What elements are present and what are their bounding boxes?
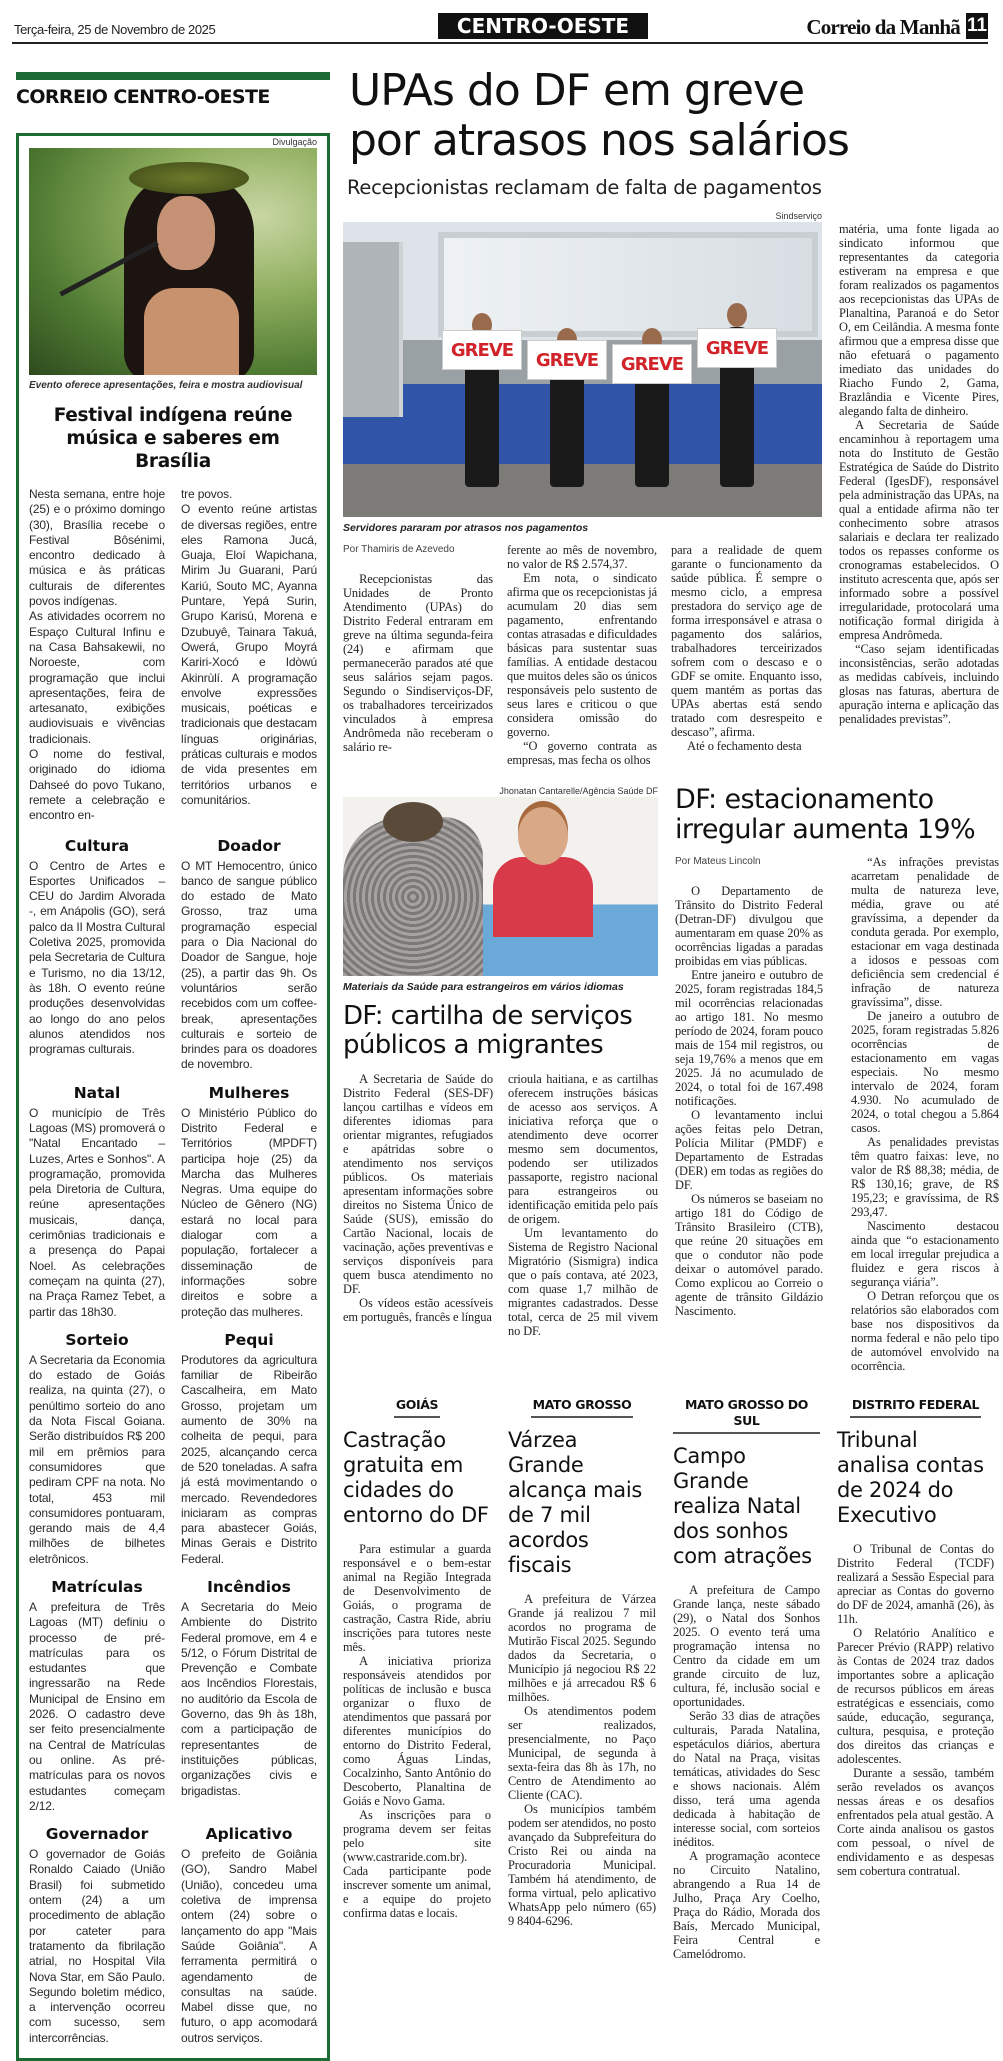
brief-text: O governador de Goiás Ronaldo Caiado (União Brasil) foi submetido ontem (24) a um procedimento de ablação por cateter para tratamento da fibrilação atrial, no Hospital Vila Nova Star, em São Paulo. Segundo boletim médico, a intervenção ocorreu com sucesso, sem intercorrências. xyxy=(29,1847,165,2045)
strike-sign: GREVE xyxy=(442,330,522,370)
article-headline: Castração gratuita em cidades do entorno do DF xyxy=(343,1428,489,1527)
paragraph: O levantamento inclui ações feitas pelo Detran, Polícia Militar (PMDF) e Departamento de Estradas (DER) em todas as regiões do DF. xyxy=(675,1108,823,1192)
regional-briefs xyxy=(343,1397,999,1961)
health-materials-photo xyxy=(343,797,658,976)
region-label xyxy=(837,1397,994,1418)
window-frame xyxy=(438,232,818,337)
photo-credit: Divulgação xyxy=(272,137,317,147)
paragraph: Entre janeiro e outubro de 2025, foram registradas 184,5 mil ocorrências relacionadas ao artigo 181. No mesmo período de 2024, foram pouco mais de 154 mil registros, ou seja 19,76% a menos que em 2025. Já no acumulado de 2024, o total foi de 167.498 notificações. xyxy=(675,968,823,1108)
brief-item xyxy=(29,1083,165,1320)
paragraph: O Tribunal de Contas do Distrito Federal (TCDF) realizará a Sessão Especial para apreciar as Contas do governo do DF de 2024, amanhã (26), às 11h. xyxy=(837,1542,994,1626)
brief-item xyxy=(29,836,165,1073)
region-label-text: DISTRITO FEDERAL xyxy=(850,1397,981,1418)
regional-article xyxy=(837,1397,994,1961)
performer-face xyxy=(157,196,215,270)
article-column xyxy=(343,1542,491,1920)
paragraph: Durante a sessão, também serão revelados os avanços nessas áreas e os desafios enfrentados pela atual gestão. A Corte ainda analisou os gastos com pessoal, o nível de endividamento e as despesas sem cobertura contratual. xyxy=(837,1766,994,1878)
brief-title: Cultura xyxy=(64,836,130,855)
brief-item xyxy=(181,1824,317,2046)
paragraph: O Relatório Analítico e Parecer Prévio (RAPP) relativo às Contas de 2024 traz dados importantes sobre a aplicação de recursos públicos em áreas estratégicas e essenciais, como saúde, educação, segurança, cultura, pesquisa, e proteção dos direitos das crianças e adolescentes. xyxy=(837,1626,994,1766)
paragraph: “Caso sejam identificadas inconsistências, serão adotadas as medidas cabíveis, incluindo glosas nas faturas, abertura de apuração interna e aplicação das penalidades previstas”. xyxy=(839,642,999,726)
article-column xyxy=(343,543,493,767)
strike-sign: GREVE xyxy=(612,344,692,384)
sidebar-intro-col2 xyxy=(181,487,317,824)
article-headline: DF: estacionamento irregular aumenta 19% xyxy=(675,784,976,845)
brief-text: A Secretaria da Economia do estado de Goiás realiza, na quinta (27), o penúltimo sorteio do ano da Nota Fiscal Goiana. Serão distribuídos R$ 200 mil em prêmios para consumidores que pediram CPF na nota. No total, 453 mil consumidores pontuaram, gerando mais de 4,4 milhões de bilhetes eletrônicos. xyxy=(29,1352,165,1566)
paragraph: As atividades ocorrem no Espaço Cultural Infinu e na Casa Bahsakewii, no Noroeste, com programação que inclui apresentações, feira de artesanato, exibições audiovisuais e vivências tradicionais. xyxy=(29,609,165,746)
paragraph: O Departamento de Trânsito do Distrito Federal (Detran-DF) divulgou que aumentaram em quase 20% as ocorrências ligadas a paradas proibidas em vias públicas. xyxy=(675,884,823,968)
secondary-stories xyxy=(343,785,999,1373)
photo-credit: Sindserviço xyxy=(775,211,822,221)
brief-text: O MT Hemocentro, único banco de sangue público do estado de Mato Grosso, traz uma programação especial para o Dia Nacional do Doador de Sangue, hoje (25), a partir das 9h. Os voluntários serão recebidos com um coffee-break, apresentações culturais e sorteio de brindes para os doadores de novembro. xyxy=(181,858,317,1072)
paragraph: matéria, uma fonte ligada ao sindicato informou que representantes da categoria estiveram na empresa e que foram realizados os pagamentos aos recepcionistas das UPAs de Planaltina, Paranoá e do Setor O, em Ceilândia. A mesma fonte afirmou que a empresa disse que não efetuará o pagamento imediato das unidades do Riacho Fundo 2, Gama, Brazlândia e Vicente Pires, alegando falta de dinheiro. xyxy=(839,222,999,418)
cartilha-story xyxy=(343,785,658,1338)
festival-photo xyxy=(29,148,317,375)
strike-photo xyxy=(343,222,822,517)
paragraph: Os vídeos estão acessíveis em português, francês e língua xyxy=(343,1296,493,1324)
paragraph: O evento reúne artistas de diversas regiões, entre eles Ramona Jucá, Guaja, Eloí Wapichana, Mirim Ju Guarani, Parú Kariú, Souto MC, Ayanna Puntare, Yepá Surin, Grupo Karisú, Morena e Dzubuyê, Tainara Takuá, Owerá, Grupo Moyrá Kariri-Xocó e Idòwú Akinrùlí. A programação envolve expressões musicais, poéticas e tradicionais que destacam línguas originárias, práticas culturais e modos de vida presentes em territórios urbanos e comunitários. xyxy=(181,502,317,807)
article-column xyxy=(343,1072,493,1338)
column-text xyxy=(343,572,493,754)
column-text xyxy=(675,884,823,1318)
paragraph: As inscrições para o programa devem ser feitas pelo site (www.castraride.com.br). Cada participante pode inscrever somente um animal, e a equipe do projeto confirma datas e locais. xyxy=(343,1808,491,1920)
strike-sign: GREVE xyxy=(527,340,607,380)
paragraph: para a realidade de quem garante o funcionamento da saúde pública. É sempre o mesmo ciclo, a empresa prestadora do serviço age de forma irresponsável e atrasa o pagamento dos salários, trabalhadores terceirizados sofrem com o descaso e o GDF se omite. Enquanto isso, quem mantém as portas das UPAs abertas está sendo tratado com desrespeito e descaso”, afirma. xyxy=(671,543,822,739)
main-content xyxy=(343,66,999,1961)
brief-title: Pequi xyxy=(224,1330,274,1349)
byline: Por Mateus Lincoln xyxy=(675,856,761,867)
article-headline: Campo Grande realiza Natal dos sonhos com atrações xyxy=(673,1444,812,1568)
headline-line: UPAs do DF em greve xyxy=(349,65,805,116)
paragraph: Até o fechamento desta xyxy=(687,739,802,753)
performer-body xyxy=(144,288,239,375)
paragraph: A programação acontece no Circuito Natalino, abrangendo a Rua 14 de Julho, Praça Ary Coelho, Praça do Rádio, Morada dos Baís, Mercado Municipal, Feira Central e Camelódromo. xyxy=(673,1849,820,1961)
paragraph: Um levantamento do Sistema de Registro Nacional Migratório (Sismigra) indica que o país contava, até 2023, com quase 1,7 milhão de migrantes cadastrados. Desse total, cerca de 25 mil vivem no DF. xyxy=(508,1226,658,1338)
brief-text: A Secretaria do Meio Ambiente do Distrito Federal promove, em 4 e 5/12, o Fórum Distrital de Prevenção e Combate aos Incêndios Florestais, no auditório da Escola de Governo, das 9h às 18h, com a participação de representantes de instituições públicas, organizações civis e brigadistas. xyxy=(181,1600,317,1798)
byline: Por Thamiris de Azevedo xyxy=(343,544,455,555)
article-column xyxy=(508,1072,658,1338)
article-headline: Tribunal analisa contas de 2024 do Executivo xyxy=(837,1428,984,1527)
brief-title: Matrículas xyxy=(51,1578,143,1596)
edition-date: Terça-feira, 25 de Novembro de 2025 xyxy=(14,22,216,37)
photo-caption: Materiais da Saúde para estrangeiros em vários idiomas xyxy=(343,981,624,993)
brief-text: O Centro de Artes e Esportes Unificados – CEU do Jardim Alvorada -, em Anápolis (GO), será palco da II Mostra Cultural Coletiva 2025, promovida pela Secretaria de Cultura e Turismo, no dia 13/12, às 18h. O evento reúne produções desenvolvidas ao longo do ano pelos alunos atendidos nos programas culturais. xyxy=(29,858,166,1057)
estacionamento-story xyxy=(675,785,999,1373)
brief-text: O Ministério Público do Distrito Federal e Territórios (MPDFT) participa hoje (25) da Marcha das Mulheres Negras. Uma equipe do Núcleo de Gênero (NG) estará no local para dialogar com a população, fortalecer a disseminação de informações sobre direitos e sobre a proteção das mulheres. xyxy=(181,1105,317,1319)
headwrap xyxy=(383,802,443,842)
paragraph: “O governo contrata as empresas, mas fecha os olhos xyxy=(507,739,657,767)
paragraph: A Secretaria de Saúde do Distrito Federal (SES-DF) lançou cartilhas e vídeos em diferentes idiomas para orientar migrantes, refugiados e apátridas sobre o atendimento nos serviços públicos. Os materiais apresentam informações sobre direitos no Sistema Único de Saúde (SUS), emissão do Cartão Nacional, locais de vacinação, ações preventivas e serviços disponíveis para quem busca atendimento no DF. xyxy=(343,1072,493,1296)
paragraph: A iniciativa prioriza responsáveis atendidos por políticas de inclusão e busca organizar o fluxo de atendimentos que passará por diferentes municípios do entorno do Distrito Federal, como Águas Lindas, Cocalzinho, Santo Antônio do Descoberto, Planaltina de Goiás e Novo Gama. xyxy=(343,1654,491,1808)
region-label-text: MATO GROSSO xyxy=(531,1397,634,1418)
paragraph: tre povos. xyxy=(181,487,233,501)
paragraph: Os atendimentos podem ser realizados, presencialmente, no Paço Municipal, de segunda à sexta-feira das 8h às 17h, no Centro de Atendimento ao Cliente (CAC). xyxy=(508,1704,656,1802)
region-label xyxy=(343,1397,491,1418)
headdress xyxy=(129,162,249,194)
paragraph: Os números se baseiam no artigo 181 do Código de Trânsito Brasileiro (CTB), que reúne 20 situações em que o condutor não pode deixar o automóvel parado. Como explicou ao Correio o agente de trânsito Gildázio Nascimento. xyxy=(675,1192,823,1318)
sidebar-title: CORREIO CENTRO-OESTE xyxy=(16,86,270,108)
brief-title: Natal xyxy=(73,1083,121,1102)
sidebar-intro-col1 xyxy=(29,487,165,824)
brief-item xyxy=(181,836,317,1073)
region-label xyxy=(673,1397,820,1434)
paragraph: De janeiro a outubro de 2025, foram registradas 5.826 ocorrências de estacionamento em vagas especiais. No mesmo intervalo de 2024, foram 4.930. No acumulado de 2024, o total chegou a 5.864 casos. xyxy=(851,1009,999,1135)
article-headline: Várzea Grande alcança mais de 7 mil acordos fiscais xyxy=(508,1428,643,1577)
paragraph: Recepcionistas das Unidades de Pronto Atendimento (UPAs) do Distrito Federal entraram em greve na última segunda-feira (24) e afirmam que permanecerão parados até que seus salários sejam pagos. Segundo o Sindiserviços-DF, os trabalhadores terceirizados vinculados à empresa Andrômeda não receberam o salário re- xyxy=(343,572,493,754)
paragraph: crioula haitiana, e as cartilhas oferecem instruções básicas de acesso aos serviços. A iniciativa reforça que o atendimento deve ocorrer mesmo sem documentos, podendo ser utilizados passaporte, registro nacional para estrangeiros ou identificação emitida pelo país de origem. xyxy=(508,1072,658,1226)
brief-title: Mulheres xyxy=(208,1083,290,1102)
paragraph: Para estimular a guarda responsável e o bem-estar animal na Região Integrada de Desenvolvimento de Goiás, o programa de castração, Castra Ride, abriu inscrições para tutores neste mês. xyxy=(343,1542,491,1654)
paragraph: O Detran reforçou que os relatórios são elaborados com base nos dispositivos da norma federal e não pelo tipo de automóvel envolvido na ocorrência. xyxy=(851,1289,999,1373)
brief-item xyxy=(29,1577,165,1814)
regional-article xyxy=(343,1397,491,1961)
article-headline: Festival indígena reúne música e saberes em Brasília xyxy=(53,405,293,472)
paragraph: A prefeitura de Várzea Grande já realizou 7 mil acordos no programa de Mutirão Fiscal 2025. Segundo dados da Secretaria, o Município já negociou R$ 22 milhões e já arrecadou R$ 6 milhões. xyxy=(508,1592,656,1704)
sidebar-intro xyxy=(29,487,317,824)
brief-title: Sorteio xyxy=(65,1330,129,1349)
photo-credit: Jhonatan Cantarelle/Agência Saúde DF xyxy=(499,786,658,796)
lead-headline xyxy=(349,66,999,166)
headline-line: por atrasos nos salários xyxy=(349,115,849,166)
brief-text: O prefeito de Goiânia (GO), Sandro Mabel (União), concedeu uma coletiva de imprensa ontem (24) sobre o lançamento do app "Mais Saúde Goiânia". A ferramenta permitirá o agendamento de consultas na saúde. Mabel disse que, no futuro, o app acomodará outros serviços. xyxy=(181,1847,317,2045)
brief-text: A prefeitura de Três Lagoas (MT) definiu o processo de pré-matrículas para os estudantes que ingressarão na Rede Municipal de Ensino em 2026. O cadastro deve ser feito presencialmente na Central de Matrículas ou online. As pré-matrículas para os novos estudantes começam 2/12. xyxy=(29,1600,165,1813)
paragraph: Nascimento destacou ainda que “o estacionamento em local irregular prejudica a fluidez e gera riscos à segurança viária”. xyxy=(851,1219,999,1289)
section-label: CENTRO-OESTE xyxy=(438,13,648,39)
brief-item xyxy=(181,1083,317,1320)
article-column xyxy=(671,543,822,767)
article-column xyxy=(675,855,823,1373)
sidebar-accent-bar xyxy=(16,72,330,80)
page-number: 11 xyxy=(966,13,988,39)
paragraph: As penalidades previstas têm quatro faixas: leve, no valor de R$ 88,38; média, de R$ 130,16; grave, de R$ 195,23; e gravíssima, de R$ 293,47. xyxy=(851,1135,999,1219)
doorway xyxy=(343,242,403,417)
article-column xyxy=(839,210,999,726)
brief-title: Incêndios xyxy=(207,1578,291,1596)
newspaper-masthead: Correio da Manhã xyxy=(806,15,960,39)
brief-item xyxy=(29,1824,165,2046)
region-label-text: MATO GROSSO DO SUL xyxy=(673,1397,820,1434)
region-label-text: GOIÁS xyxy=(394,1397,440,1418)
photo-caption: Evento oferece apresentações, feira e mostra audiovisual xyxy=(29,380,303,391)
paragraph: Serão 33 dias de atrações culturais, Parada Natalina, espetáculos diários, abertura do Natal na Praça, visitas temáticas, atividades do Sesc e shows nacionais. Além disso, terá uma agenda dedicada à habitação de interesse social, com sorteios inéditos. xyxy=(673,1709,820,1849)
paragraph: Em nota, o sindicato afirma que os recepcionistas já acumulam 20 dias sem pagamento, enfrentando contas atrasadas e dificuldades básicas para sustentar suas famílias. A entidade destacou que muitos deles são os únicos responsáveis pelo sustento de seus lares e criticou o que considera omissão do governo. xyxy=(507,571,657,739)
photo-caption: Servidores pararam por atrasos nos pagamentos xyxy=(343,522,589,534)
paragraph: ferente ao mês de novembro, no valor de R$ 2.574,37. xyxy=(507,543,657,571)
paragraph: Nesta semana, entre hoje (25) e o próximo domingo (30), Brasília recebe o Festival Bôsénimi, encontro dedicado à música e às práticas culturais de diferentes povos indígenas. xyxy=(29,487,165,609)
brief-item xyxy=(181,1577,317,1814)
regional-article xyxy=(508,1397,656,1961)
lead-story xyxy=(343,210,999,767)
brief-title: Doador xyxy=(217,836,281,855)
header-divider xyxy=(12,42,988,44)
brief-text: O município de Três Lagoas (MS) promoverá o "Natal Encantado – Luzes, Artes e Sonhos". A programação, promovida pela Diretoria de Cultura, reúne apresentações musicais, dança, cerimônias tradicionais e a presença do Papai Noel. As celebrações começam na quinta (27), na Praça Ramez Tebet, a partir das 18h30. xyxy=(29,1105,165,1319)
paragraph: O nome do festival, originado do idioma Dahseé do povo Tukano, remete a celebração e encontro en- xyxy=(29,747,165,823)
sidebar-frame xyxy=(16,133,330,2061)
brief-item xyxy=(29,1330,165,1567)
health-worker xyxy=(493,857,593,937)
brief-title: Aplicativo xyxy=(205,1825,293,1844)
paragraph: A Secretaria de Saúde encaminhou à reportagem uma nota do Instituto de Gestão Estratégica de Saúde do Distrito Federal (IgesDF), responsável pela administração das UPAs, na qual a entidade afirma não ter conhecimento sobre atrasos salariais e declara ter realizado todos os repasses conforme os cronogramas estabelecidos. O instituto acrescenta que, após ser informado sobre a possível irregularidade, protocolará uma notificação formal dirigida à empresa Andrômeda. xyxy=(839,418,999,642)
article-column xyxy=(673,1583,820,1961)
region-label xyxy=(508,1397,656,1418)
strike-sign: GREVE xyxy=(697,328,777,368)
brief-title: Governador xyxy=(45,1825,149,1844)
lead-subtitle: Recepcionistas reclamam de falta de pagamentos xyxy=(347,176,822,199)
brief-text: Produtores da agricultura familiar de Ribeirão Cascalheira, em Mato Grosso, projetam um aumento de 30% na colheita de pequi, para 2025, alcançando cerca de 520 toneladas. A safra já está movimentando o mercado. Revendedores iniciaram as compras para abastecer Goiás, Minas Gerais e Distrito Federal. xyxy=(181,1352,317,1566)
worker-head xyxy=(518,807,568,865)
article-column xyxy=(837,1542,994,1878)
paragraph: Os municípios também podem ser atendidos, no posto avançado da Subprefeitura do Cristo Rei ou ainda na Procuradoria Municipal. Também há atendimento, de forma virtual, pelo aplicativo WhatsApp pelo número (65) 9 8404-6296. xyxy=(508,1802,656,1928)
article-column xyxy=(508,1592,656,1928)
paragraph: A prefeitura de Campo Grande lança, neste sábado (29), o Natal dos Sonhos 2025. O evento terá uma programação intensa no Centro da cidade em um grande circuito de luz, cultura, fé, inclusão social e oportunidades. xyxy=(673,1583,820,1709)
article-headline: DF: cartilha de serviços públicos a migrantes xyxy=(343,1001,633,1060)
paragraph: “As infrações previstas acarretam penalidade de multa de natureza leve, média, grave ou até gravíssima, a depender da conduta gerada. Por exemplo, estacionar em vaga destinada a idosos e pessoas com deficiência sem credencial é infração de natureza gravíssima”, disse. xyxy=(851,855,999,1009)
brief-list xyxy=(29,836,317,2046)
article-column xyxy=(851,855,999,1373)
brief-item xyxy=(181,1330,317,1567)
regional-article xyxy=(673,1397,820,1961)
article-column xyxy=(507,543,657,767)
